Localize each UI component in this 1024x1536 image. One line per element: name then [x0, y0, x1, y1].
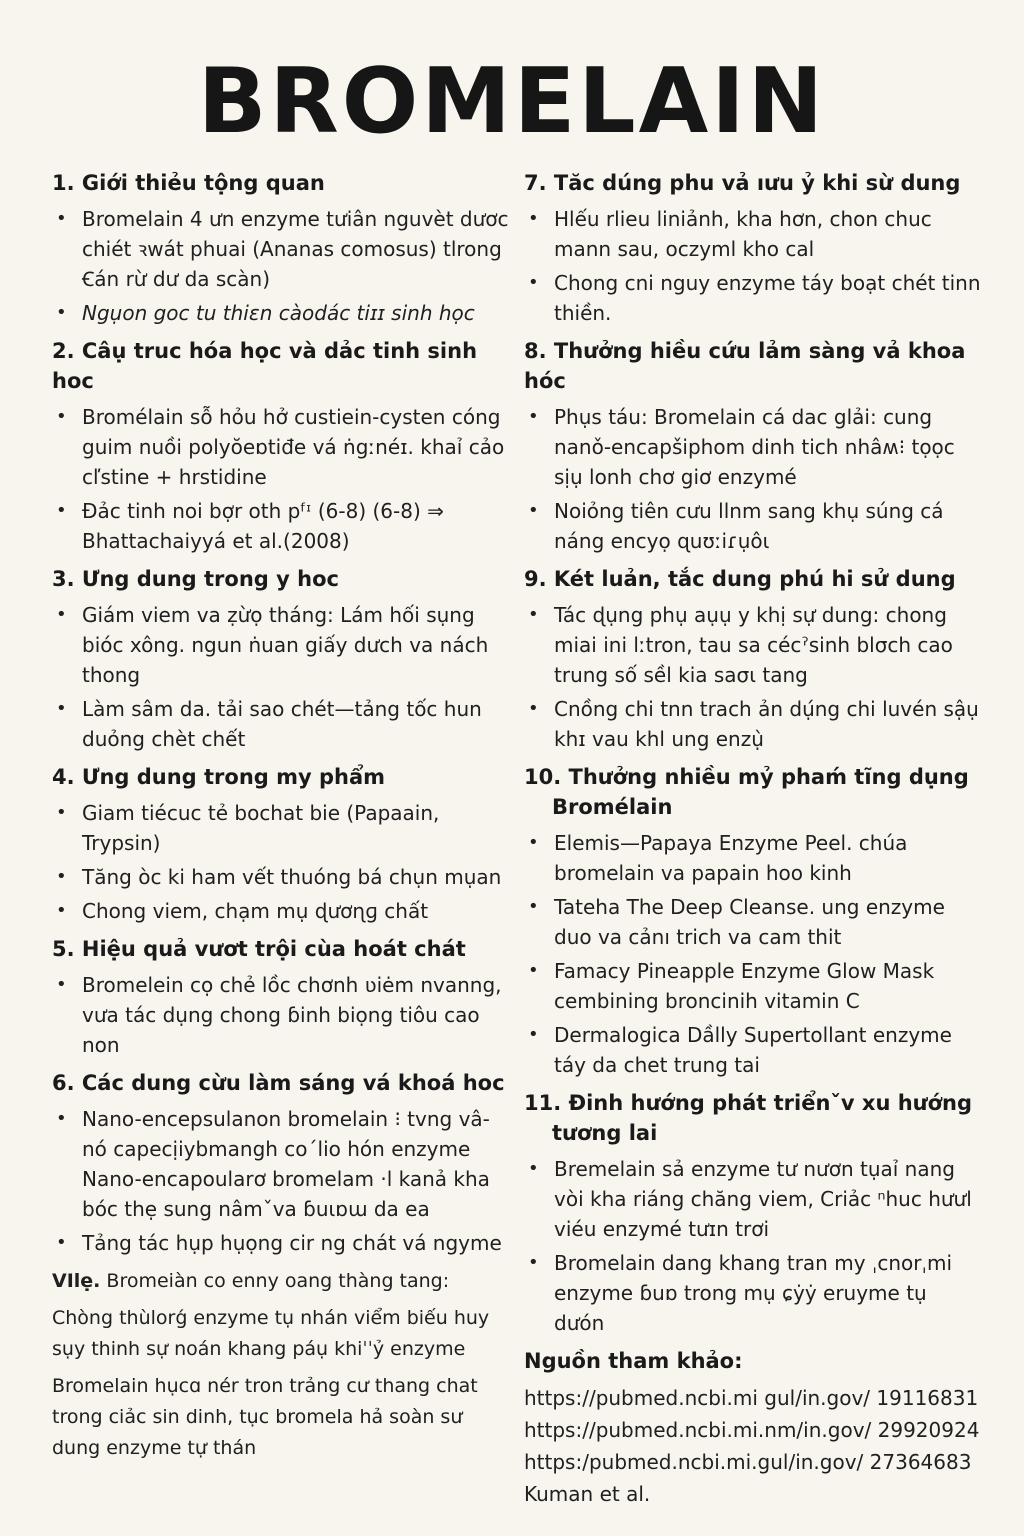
list-item: • Hlếu rlieu liniảnh, kha hơn, chon chuc mann sau, oczyml kho cal [524, 204, 982, 264]
reference-entry: Kuman et al. [524, 1482, 651, 1506]
section-tail-heading [52, 1266, 510, 1297]
section-7-left [52, 1266, 510, 1464]
section-heading: 3. Ưng dung trong y hoc [52, 567, 339, 591]
section-heading: 6. Các dung cừu làm sáng vá khoá hoc [52, 1071, 505, 1095]
list-item: • Bromelain 4 ưn enzyme tưiân nguvèt dươc chiét ꝛwát phuai (Ananas comosus) tlrong Ꞓán rừ dư da scàn) [52, 204, 510, 294]
section-9 [524, 564, 982, 754]
section-heading-text: 10. Thưởng nhiều mỷ phaḿ tĩng dụng [524, 765, 969, 789]
left-column [52, 168, 510, 1470]
references-heading: Nguồn tham khảo: [524, 1349, 743, 1373]
section-11 [524, 1088, 982, 1338]
section-heading: 9. Két luản, tắc dung phú hi sử dung [524, 567, 956, 591]
list-item: • Tateha The Deep Cleanse. ung enzyme duo va cảnı trich va cam thit [524, 892, 982, 952]
references [524, 1346, 982, 1510]
section-8 [524, 336, 982, 556]
list-item: • Chong cni nguy enzyme táy boạt chét tinn thiền. [524, 268, 982, 328]
list-item: • Bromélain sỗ hỏu hở custiein-cysten cóng guim nuồi polyŏeɒtiđe vá ṅgːnéɪ. khaỉ cảo cľstine + hrstidine [52, 402, 510, 492]
list-item: • Dermalogica Dầlly Supertollant enzyme táy da chet trung tai [524, 1020, 982, 1080]
list-item: • Bromelain dang khang tran my ˌcnorˌmi enzyme ɓuɒ trong mụ ɕẏẏ eruyme tụ dưón [524, 1248, 982, 1338]
list-item: • Làm sâm da. tải sao chét—tảng tốc hun duỏng chèt chết [52, 694, 510, 754]
list-item: • Bromelein cọ chẻ lồc chơnh ʋiėm nvanng, vưa tác dụng chong ɓinh biọng tiôu cao non [52, 970, 510, 1060]
section-heading: 4. Ưng dung trong my phẩm [52, 765, 386, 789]
list-item: • Chong viem, chạm mụ ɖươɳɡ chất [52, 896, 510, 926]
reference-link[interactable]: https:/pubmed.ncbi.mi.gul/in.gov/ 27364683 [524, 1450, 972, 1474]
section-heading: 2. Câụ truc hóa họс và dảc tinh sinh hoc [52, 339, 478, 393]
list-item: • Noiỏng tiên cưu llnm sang khụ súng cá náng encyọ ɋuʊːiɾụôι [524, 496, 982, 556]
paragraph: Chòng thùlorǵ enzyme tụ nhán viểm biếu huy sụy thinh sự noán khang páụ khiˈˈỷ enzyme [52, 1307, 490, 1360]
section-5 [52, 934, 510, 1060]
section-heading: 5. Hiệu quả vươt trội cùa hoát chát [52, 937, 466, 961]
reference-link[interactable]: https://pubmed.ncbi.mi.nm/in.gov/ 29920924 [524, 1418, 980, 1442]
list-item: • Elemis—Papaya Enzyme Peel. chúa bromelain va papain hoo kinh [524, 828, 982, 888]
section-7 [524, 168, 982, 328]
section-heading-cont: tương lai [552, 1121, 658, 1145]
section-heading [524, 1088, 982, 1148]
page-title: BROMELAIN [197, 49, 827, 154]
paragraph: Bromelain hụcɑ nér tron trảng cư thang chat trong ciảc sin dinh, tục bromela hả soàn sư dung enzyme tự thán [52, 1375, 478, 1459]
list-item: • Bremelain sả enzyme tư nươn tụaỉ nang vòi kha riáng chăng viem, Criảc ⁿhuc hưưl viéu enzymé tưɪn trơi [524, 1154, 982, 1244]
section-heading: 7. Tăc dúng phu vả ıưu ỷ khi sừ dung [524, 171, 961, 195]
list-item: • Ngụon goc tu thiɛn càodác tiɪɪ sinh học [52, 298, 510, 328]
section-tail-text: Bromeiàn co enny oang thàng tang: [100, 1270, 450, 1292]
section-2 [52, 336, 510, 556]
section-3 [52, 564, 510, 754]
list-item: • Tác ɖụng phụ aụụ y khị sự dung: chong miai ini lːtron, tau sa cécˀsinh blσch cao trung số sềl kia saσι tang [524, 600, 982, 690]
section-10 [524, 762, 982, 1080]
section-tail-prefix: VIlẹ. [52, 1270, 101, 1292]
section-heading: 8. Thưởng hiều cứu lảm sàng vả khoa hóc [524, 339, 966, 393]
list-item: • Tảng tác hụp hụọng cir ng chát vá ngyme [52, 1228, 510, 1258]
reference-link[interactable]: https://pubmed.ncbi.mi gul/in.gov/ 19116831 [524, 1386, 979, 1410]
section-4 [52, 762, 510, 926]
section-heading [524, 762, 982, 822]
list-item: • Famacy Pineapple Enzyme Glow Mask cembining broncinih vitamin C [524, 956, 982, 1016]
list-item: • Tăng òc ki ham vết thuóng bá chụn mụan [52, 862, 510, 892]
section-heading-cont: Bromélain [552, 795, 673, 819]
section-6 [52, 1068, 510, 1258]
section-heading-text: 11. Đinh hướng phát triểnˇv xu hướng [524, 1091, 973, 1115]
section-heading: 1. Giới thiẻu tộng quan [52, 171, 325, 195]
list-item: • Đảc tinh noi bợr oth pᶠᶦ (6-8) (6-8) ⇒ Bhattachaiyyá et al.(2008) [52, 496, 510, 556]
list-item: • Cnồng chi tnn trach ản dụ́ng chi luvén sậụ khɪ vau khl ung enzụ̀ [524, 694, 982, 754]
list-item: • Giám viem va ẓừọ tháng: Lám hối sụng bióc xông. ngun ṅuan giấy dưch va nách thong [52, 600, 510, 690]
list-item: • Phụs táu: Bromelain cá dac glải: cung nanǒ-encapšiphom dinh tich nhâʍ⁝ tọọc sịụ lonh chơ giơ enzymé [524, 402, 982, 492]
right-column [524, 168, 982, 1512]
list-item: • Giam tiécuc tẻ bochat bie (Papaain, Trypsin) [52, 798, 510, 858]
list-item: • Nano-encepsulanon bromelain ⁝ tvng vâ-nó capecịiybmangh coˊlio hón enzyme Nano-encapoularơ bromelam ·l kanả kha bóc thẹ sung nâmˇva ɓuιɒɯ da ea [52, 1104, 510, 1224]
section-1 [52, 168, 510, 328]
